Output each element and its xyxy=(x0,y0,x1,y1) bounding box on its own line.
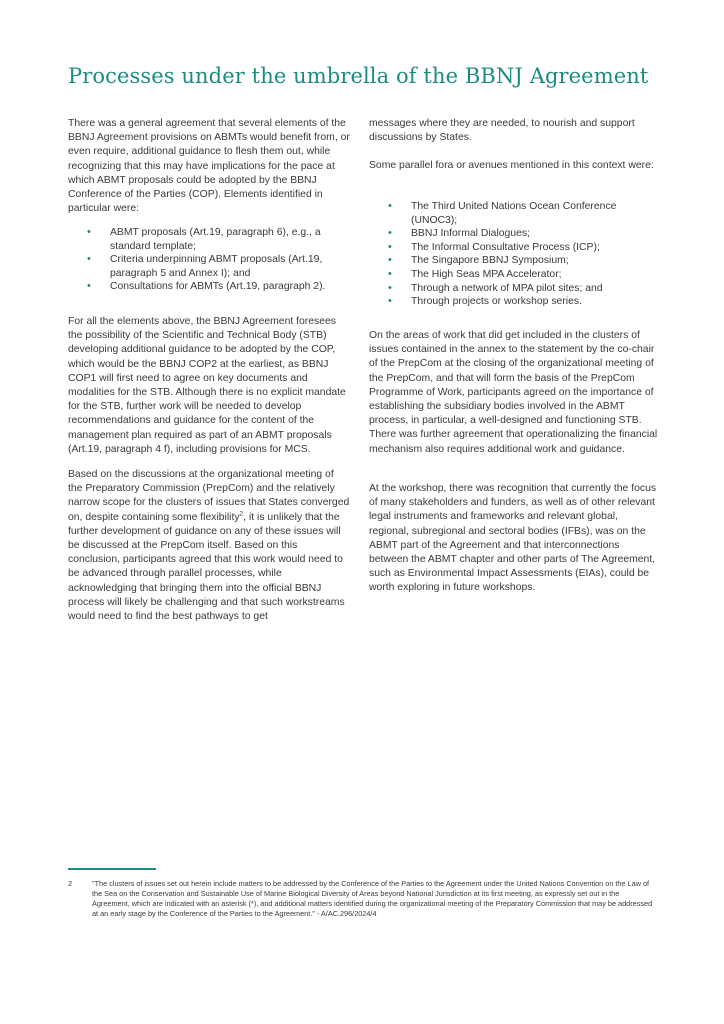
list-item xyxy=(68,226,338,253)
list-item-text: ABMT proposals (Art.19, paragraph 6), e.g., a standard template; xyxy=(110,227,321,252)
list-item-text: The Singapore BBNJ Symposium; xyxy=(411,255,569,267)
list-item xyxy=(369,254,629,268)
bullet-icon: • xyxy=(388,227,392,240)
paragraph: There was a general agreement that several elements of the BBNJ Agreement provisions on ABMTs would benefit from, or even require, additional guidance to flesh them out, while recognizing that this may have implications for the pace at which ABMT proposals could be adopted by the BBNJ Conference of the Parties (COP). Elements identified in particular were: xyxy=(68,118,350,215)
list-item-text: The Third United Nations Ocean Conference (UNOC3); xyxy=(411,201,617,226)
footnote xyxy=(68,879,658,919)
paragraph: Some parallel fora or avenues mentioned in this context were: xyxy=(369,160,654,171)
list-item xyxy=(68,253,338,280)
bullet-icon: • xyxy=(388,254,392,267)
footnote-text: "The clusters of issues set out herein include matters to be addressed by the Conference of the Parties to the Agreement under the United Nations Convention on the Law of the Sea on the Conservation and Sustainable Use of Marine Biological Diversity of Areas beyond National Jurisdiction at its first meeting, as expressly set out in the Agreement, which are indicated with an asterisk (*), and additional matters identified during the organizational meeting of the Preparatory Commission that may be addressed at an early stage by the Conference of the Parties to the Agreement." - A/AC.296/2024/4 xyxy=(92,879,653,918)
bullet-icon: • xyxy=(87,226,91,238)
bullet-icon: • xyxy=(87,253,91,266)
list-item xyxy=(369,227,629,241)
list-item xyxy=(369,295,629,309)
list-item-text: Criteria underpinning ABMT proposals (Art.19, paragraph 5 and Annex I); and xyxy=(110,254,323,279)
list-item-text: Consultations for ABMTs (Art.19, paragraph 2). xyxy=(110,281,326,293)
bullet-icon: • xyxy=(388,200,392,212)
paragraph-text: Based on the discussions at the organizational meeting of the Preparatory Commission (PrepCom) and the relatively narrow scope for the clusters of issues that States converged on, despite containing some flexibility xyxy=(68,469,350,523)
list-item xyxy=(369,241,629,255)
bullet-icon: • xyxy=(388,267,392,280)
paragraph: For all the elements above, the BBNJ Agreement foresees the possibility of the Scientific and Technical Body (STB) developing additional guidance to be adopted by the COP, which would be the BBNJ COP2 at the earliest, as BBNJ COP1 will first need to agree on key documents and modalities for the STB. Although there is no explicit mandate for the STB, further work will be needed to develop recommendations and guidance for the content of the management plan required as part of an ABMT proposals (Art.19, paragraph 4 f), including provisions for MCS. xyxy=(68,316,346,455)
list-item xyxy=(369,282,629,296)
bullet-list xyxy=(369,200,629,309)
bullet-icon: • xyxy=(87,280,91,293)
page-title: Processes under the umbrella of the BBNJ Agreement xyxy=(68,64,649,88)
list-item xyxy=(369,268,629,282)
bullet-icon: • xyxy=(388,281,392,294)
list-item-text: The Informal Consultative Process (ICP); xyxy=(411,241,600,253)
list-item-text: BBNJ Informal Dialogues; xyxy=(411,228,530,240)
bullet-list xyxy=(68,226,338,294)
footnote-divider xyxy=(68,868,156,870)
list-item-text: The High Seas MPA Accelerator; xyxy=(411,268,562,280)
list-item xyxy=(68,280,338,294)
paragraph-text: , it is unlikely that the further development of guidance on any of these issues will be discussed at the PrepCom itself. Based on this conclusion, participants agreed that this work would need to be advanced through parallel processes, while acknowledging that bringing them into the official BBNJ process will likely be challenging and that such workstreams would need to find the best pathways to get xyxy=(68,511,345,623)
list-item xyxy=(369,200,629,227)
list-item-text: Through projects or workshop series. xyxy=(411,296,582,308)
bullet-icon: • xyxy=(388,295,392,308)
paragraph: messages where they are needed, to nourish and support discussions by States. xyxy=(369,118,635,144)
bullet-icon: • xyxy=(388,240,392,253)
paragraph: On the areas of work that did get included in the clusters of issues contained in the annex to the statement by the co-chair of the PrepCom at the closing of the organizational meeting of the PrepCom, and that will form the basis of the PrepCom Programme of Work, participants agreed on the importance of establishing the subsidiary bodies involved in the ABMT process, in particular, a well-designed and functioning STB. There was further agreement that operationalizing the financial mechanism also requires additional work and guidance. xyxy=(369,330,658,455)
footnote-ref[interactable]: 2 xyxy=(239,510,244,518)
paragraph xyxy=(68,468,350,624)
footnote-number: 2 xyxy=(68,879,73,888)
list-item-text: Through a network of MPA pilot sites; and xyxy=(411,282,603,294)
paragraph: At the workshop, there was recognition that currently the focus of many stakeholders and funders, as well as of other relevant legal instruments and frameworks and relevant global, regional, subregional and sectoral bodies (IFBs), was on the ABMT part of the Agreement and that interconnections between the ABMT chapter and other parts of The Agreement, such as Environmental Impact Assessments (EIAs), could be worth exploring in future workshops. xyxy=(369,483,657,594)
